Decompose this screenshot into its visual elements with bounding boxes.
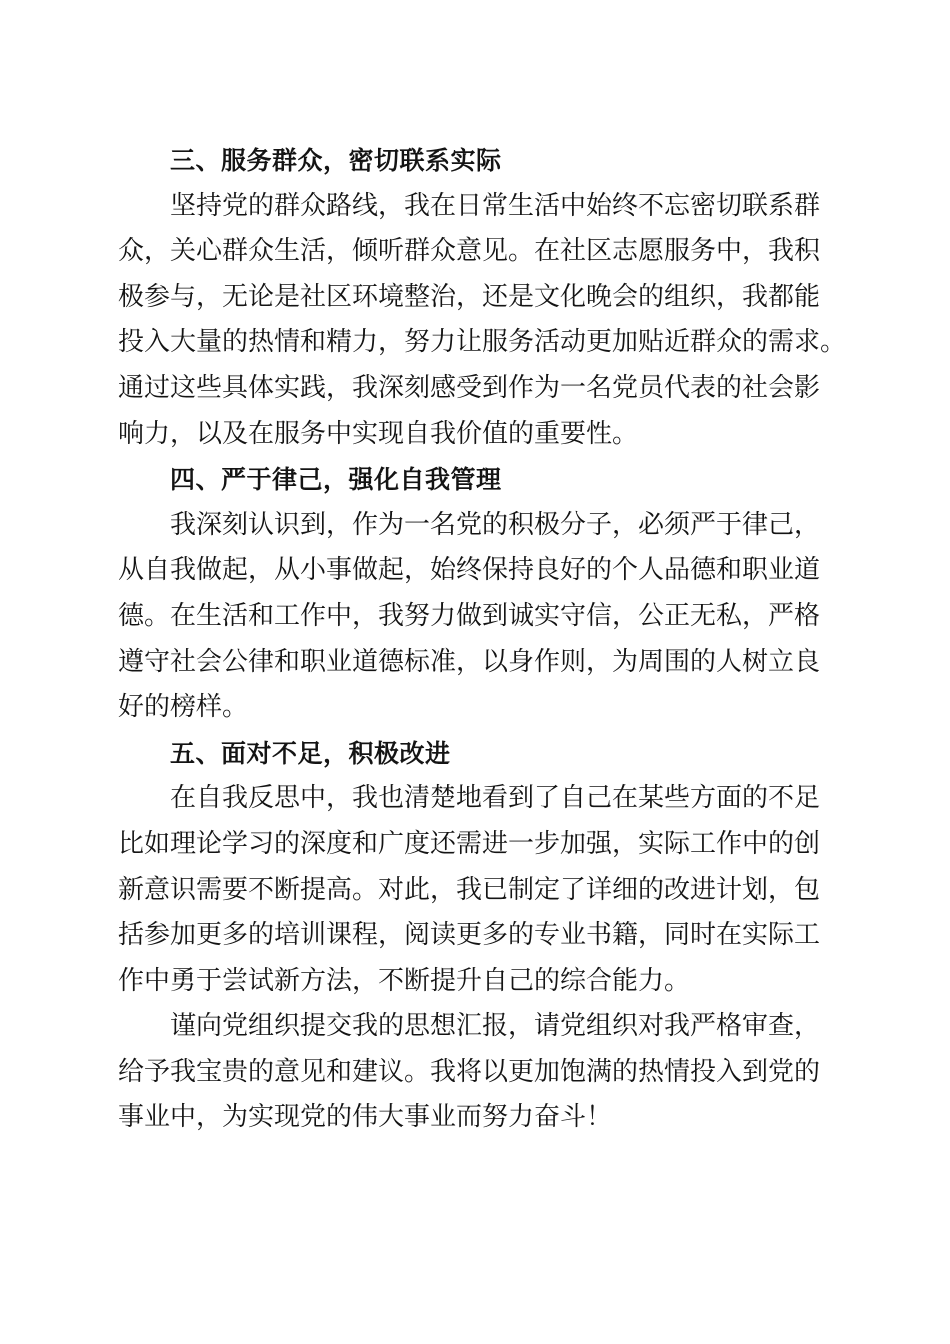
paragraph (118, 776, 838, 1004)
paragraph-line: 投入大量的热情和精力，努力让服务活动更加贴近群众的需求。 (118, 327, 847, 358)
paragraph-line: 我深刻认识到，作为一名党的积极分子，必须严于律己， (170, 509, 821, 540)
paragraph-line: 通过这些具体实践，我深刻感受到作为一名党员代表的社会影 (118, 372, 821, 403)
paragraph-line: 括参加更多的培训课程，阅读更多的专业书籍，同时在实际工 (118, 920, 821, 951)
paragraph-line: 遵守社会公律和职业道德标准，以身作则，为周围的人树立良 (118, 646, 821, 677)
paragraph (118, 184, 847, 458)
paragraph-line: 德。在生活和工作中，我努力做到诚实守信，公正无私，严格 (118, 600, 821, 631)
section-heading-4: 四、严于律己，强化自我管理 (170, 465, 502, 495)
paragraph-line: 坚持党的群众路线，我在日常生活中始终不忘密切联系群 (170, 190, 821, 221)
closing-paragraph (118, 1004, 838, 1141)
document-body (118, 138, 847, 1141)
paragraph-line: 谨向党组织提交我的思想汇报，请党组织对我严格审查， (170, 1011, 821, 1042)
paragraph-line: 响力，以及在服务中实现自我价值的重要性。 (118, 418, 639, 449)
paragraph-line: 新意识需要不断提高。对此，我已制定了详细的改进计划，包 (118, 874, 821, 905)
section-heading-3: 三、服务群众，密切联系实际 (170, 146, 502, 175)
paragraph-line: 好的榜样。 (118, 692, 249, 723)
paragraph-line: 比如理论学习的深度和广度还需进一步加强，实际工作中的创 (118, 828, 821, 859)
paragraph (118, 503, 838, 731)
paragraph-line: 从自我做起，从小事做起，始终保持良好的个人品德和职业道 (118, 555, 821, 586)
paragraph-line: 给予我宝贵的意见和建议。我将以更加饱满的热情投入到党的 (118, 1056, 821, 1087)
section-heading-5: 五、面对不足，积极改进 (170, 738, 451, 768)
paragraph-line: 在自我反思中，我也清楚地看到了自己在某些方面的不足 (170, 783, 821, 814)
paragraph-line: 众，关心群众生活，倾听群众意见。在社区志愿服务中，我积 (118, 236, 821, 267)
paragraph-line: 事业中，为实现党的伟大事业而努力奋斗！ (118, 1102, 613, 1133)
paragraph-line: 极参与，无论是社区环境整治，还是文化晚会的组织，我都能 (118, 281, 821, 312)
paragraph-line: 作中勇于尝试新方法，不断提升自己的综合能力。 (118, 965, 691, 996)
